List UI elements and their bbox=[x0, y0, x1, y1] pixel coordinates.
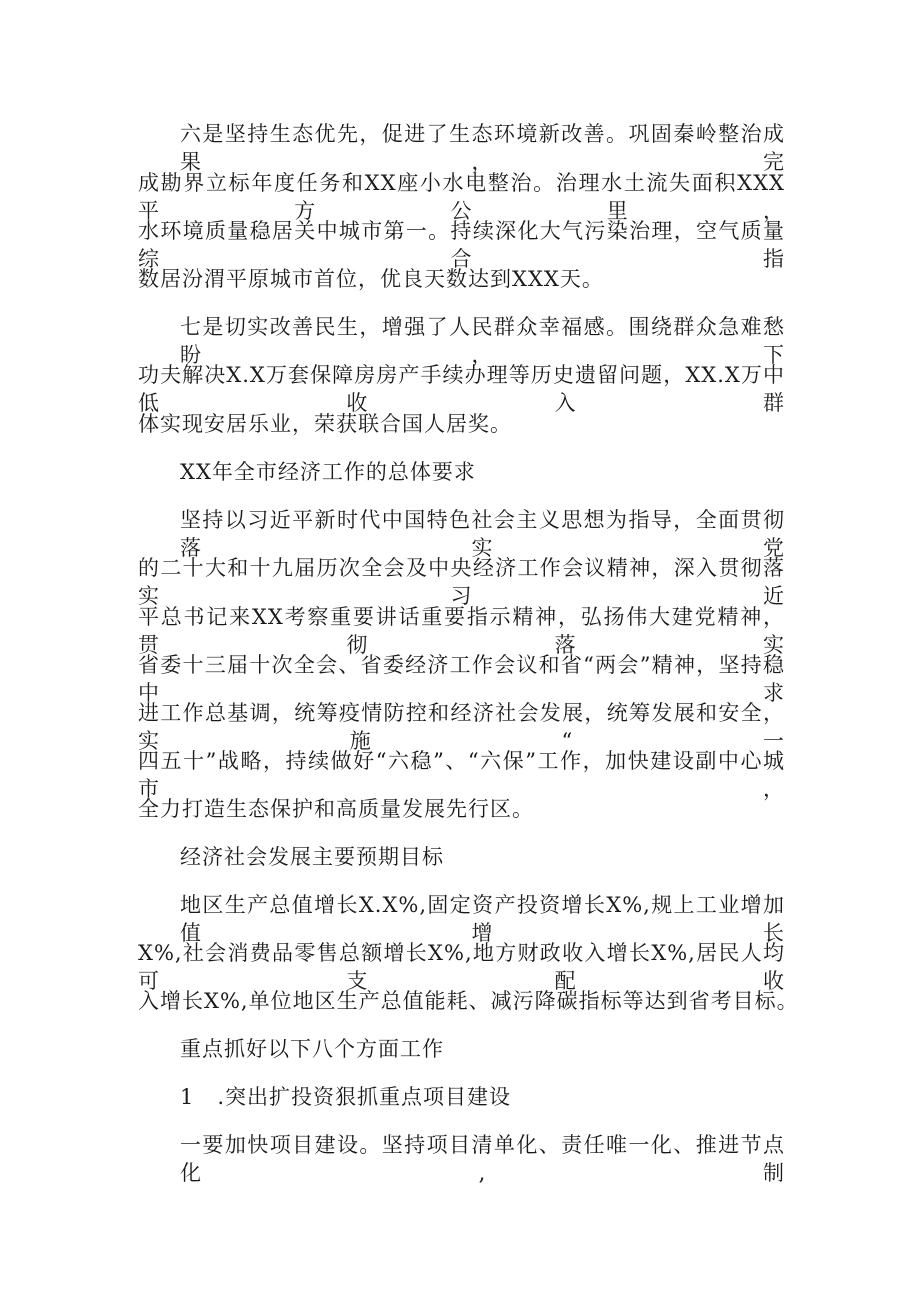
paragraph-7-line-2: 功夫解决X.X万套保障房房产手续办理等历史遗留问题，XX.X万中低收入群 bbox=[138, 363, 785, 415]
paragraph-overall-line-5: 进工作总基调，统筹疫情防控和经济社会发展，统筹发展和安全，实施“一 bbox=[138, 701, 785, 753]
paragraph-7-line-1: 七是切实改善民生，增强了人民群众幸福感。围绕群众急难愁盼，下 bbox=[180, 315, 785, 367]
paragraph-overall-line-6: 四五十”战略，持续做好“六稳”、“六保”工作，加快建设副中心城市， bbox=[138, 749, 785, 801]
heading-overall-requirements: XX年全市经济工作的总体要求 bbox=[180, 460, 476, 484]
paragraph-7-line-3: 体实现安居乐业，荣获联合国人居奖。 bbox=[138, 412, 512, 436]
paragraph-item1-line-1: 一要加快项目建设。坚持项目清单化、责任唯一化、推进节点化,制 bbox=[180, 1133, 785, 1185]
paragraph-6-line-2: 成勘界立标年度任务和XX座小水电整治。治理水土流失面积XXX平方公里， bbox=[138, 171, 785, 223]
paragraph-overall-line-7: 全力打造生态保护和高质量发展先行区。 bbox=[138, 797, 534, 821]
paragraph-6-line-3: 水环境质量稳居关中城市第一。持续深化大气污染治理，空气质量综合指 bbox=[138, 219, 785, 271]
paragraph-overall-line-1: 坚持以习近平新时代中国特色社会主义思想为指导，全面贯彻落实党 bbox=[180, 508, 785, 560]
paragraph-overall-line-2: 的二十大和十九届历次全会及中央经济工作会议精神，深入贯彻落实习近 bbox=[138, 556, 785, 608]
paragraph-targets-line-2: X%,社会消费品零售总额增长X%,地方财政收入增长X%,居民人均可支配收 bbox=[138, 941, 785, 993]
heading-item-1: 1 .突出扩投资狠抓重点项目建设 bbox=[180, 1085, 512, 1109]
paragraph-targets-line-1: 地区生产总值增长X.X%,固定资产投资增长X%,规上工业增加值增长 bbox=[180, 893, 785, 945]
paragraph-6-line-4: 数居汾渭平原城市首位，优良天数达到XXX天。 bbox=[138, 267, 604, 291]
paragraph-overall-line-4: 省委十三届十次全会、省委经济工作会议和省“两会”精神，坚持稳中求 bbox=[138, 653, 785, 705]
paragraph-6-line-1: 六是坚持生态优先，促进了生态环境新改善。巩固秦岭整治成果，完 bbox=[180, 122, 785, 174]
heading-eight-aspects: 重点抓好以下八个方面工作 bbox=[180, 1037, 444, 1061]
heading-main-targets: 经济社会发展主要预期目标 bbox=[180, 845, 444, 869]
paragraph-targets-line-3: 入增长X%,单位地区生产总值能耗、减污降碳指标等达到省考目标。 bbox=[138, 989, 799, 1013]
paragraph-overall-line-3: 平总书记来XX考察重要讲话重要指示精神，弘扬伟大建党精神，贯彻落实 bbox=[138, 605, 785, 657]
